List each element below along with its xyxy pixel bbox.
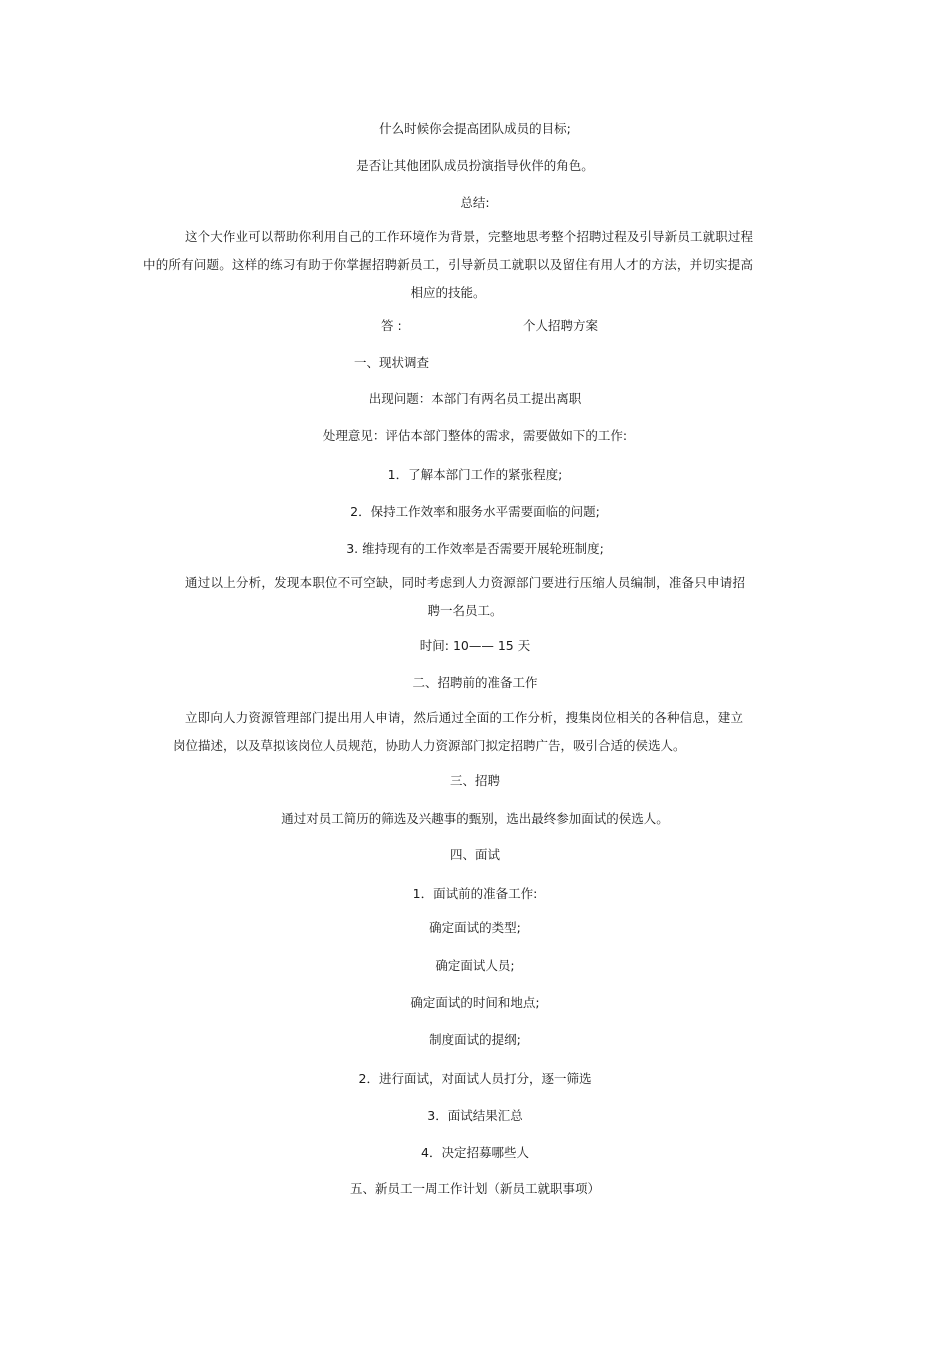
section-3-text: 通过对员工简历的筛选及兴趣事的甄别，选出最终参加面试的侯选人。 xyxy=(281,811,669,826)
interview-sub-4: 制度面试的提纲; xyxy=(429,1032,521,1047)
interview-sub-3: 确定面试的时间和地点; xyxy=(410,995,540,1010)
answer-label: 答 : xyxy=(381,318,402,333)
summary-heading: 总结: xyxy=(460,195,490,210)
section-1-heading: 一、现状调查 xyxy=(354,355,430,370)
opinion-line: 处理意见：评估本部门整体的需求，需要做如下的工作: xyxy=(322,428,628,443)
list-item-3: 3. 维持现有的工作效率是否需要开展轮班制度; xyxy=(346,541,604,556)
question-line-1: 什么时候你会提高团队成员的目标; xyxy=(379,121,571,136)
time-line: 时间: 10—— 15 天 xyxy=(419,638,531,653)
problem-line: 出现问题：本部门有两名员工提出离职 xyxy=(368,391,582,406)
question-line-2: 是否让其他团队成员扮演指导伙伴的角色。 xyxy=(356,158,594,173)
interview-sub-1: 确定面试的类型; xyxy=(429,920,521,935)
analysis-paragraph: 通过以上分析，发现本职位不可空缺，同时考虑到人力资源部门要进行压缩人员编制，准备只申请招聘一名员工。 xyxy=(185,575,745,618)
list-item-1: 1．了解本部门工作的紧张程度; xyxy=(387,467,563,482)
interview-item-1: 1．面试前的准备工作: xyxy=(412,886,538,901)
section-3-heading: 三、招聘 xyxy=(449,773,500,788)
summary-paragraph: 这个大作业可以帮助你利用自己的工作环境作为背景，完整地思考整个招聘过程及引导新员工就职过程中的所有问题。这样的练习有助于你掌握招聘新员工，引导新员工就职以及留住有用人才的方法，并切实提高相应的技能。 xyxy=(143,229,753,300)
list-item-2: 2．保持工作效率和服务水平需要面临的问题; xyxy=(350,504,600,519)
interview-item-4: 4．决定招募哪些人 xyxy=(421,1145,529,1160)
section-2-heading: 二、招聘前的准备工作 xyxy=(412,675,538,690)
interview-item-2: 2．进行面试，对面试人员打分，逐一筛选 xyxy=(358,1071,592,1086)
interview-item-3: 3．面试结果汇总 xyxy=(427,1108,523,1123)
plan-title: 个人招聘方案 xyxy=(523,318,599,333)
section-4-heading: 四、面试 xyxy=(449,847,500,862)
section-2-paragraph: 立即向人力资源管理部门提出用人申请，然后通过全面的工作分析，搜集岗位相关的各种信息，建立岗位描述，以及草拟该岗位人员规范，协助人力资源部门拟定招聘广告，吸引合适的侯选人。 xyxy=(173,710,743,753)
interview-sub-2: 确定面试人员; xyxy=(435,958,515,973)
section-5-heading: 五、新员工一周工作计划（新员工就职事项） xyxy=(349,1181,600,1196)
